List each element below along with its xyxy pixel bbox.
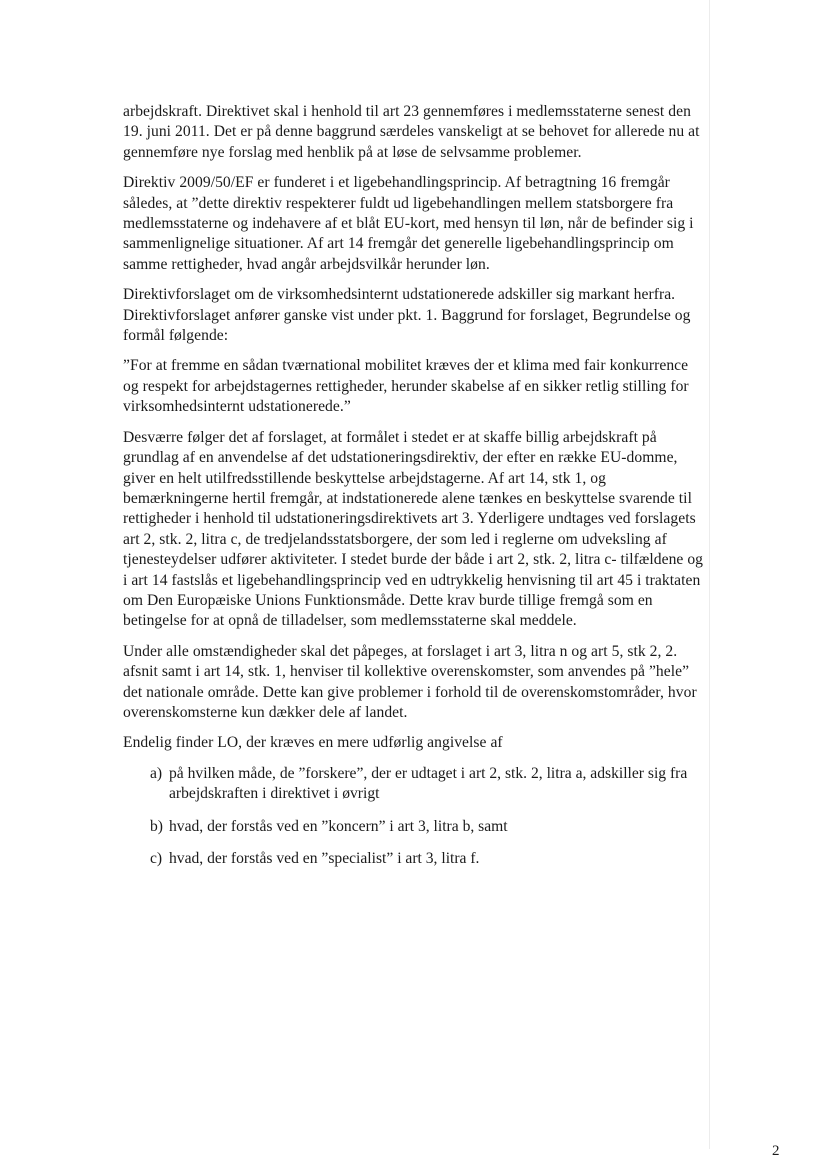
quote-paragraph: ”For at fremme en sådan tværnational mobilitet kræves der et klima med fair konkurrence og respekt for arbejdstagernes rettigheder, herunder skabelse af en sikker retlig stilling for virksomhedsinternt udstationerede.” — [123, 357, 689, 416]
list-item — [123, 817, 705, 837]
paragraph-7: Endelig finder LO, der kræves en mere udførlig angivelse af — [123, 734, 503, 752]
list-marker: a) — [150, 764, 163, 782]
paragraph-5: Desværre følger det af forslaget, at formålet i stedet er at skaffe billig arbejdskraft på grundlag af en anvendelse af det udstationeringsdirektiv, der efter en række EU-domme, giver en helt utilfredsstillende beskyttelse arbejdstagerne. Af art 14, stk 1, og bemærkningerne hertil fremgår, at indstationerede alene tænkes en beskyttelse svarende til rettigheder i henhold til udstationeringsdirektivets art 3. Yderligere undtages ved forslagets art 2, stk. 2, litra c, de tredjelandsstatsborgere, der som led i reglerne om udveksling af tjenesteydelser udfører aktiviteter. I stedet burde der både i art 2, stk. 2, litra c- tilfældene og i art 14 fastslås et ligebehandlingsprincip ved en udtrykkelig henvisning til art 45 i traktaten om Den Europæiske Unions Funktionsmåde. Dette krav burde tillige fremgå som en betingelse for at opnå de tilladelser, som medlemsstaterne skal meddele. — [123, 428, 704, 630]
paragraph-3: Direktivforslaget om de virksomhedsinternt udstationerede adskiller sig markant herfra. Direktivforslaget anfører ganske vist under pkt. 1. Baggrund for forslaget, Begrundelse og formål følgende: — [123, 286, 691, 345]
page-number: 2 — [772, 1143, 780, 1159]
list-item-text: hvad, der forstås ved en ”koncern” i art 3, litra b, samt — [169, 817, 508, 835]
paragraph-1: arbejdskraft. Direktivet skal i henhold til art 23 gennemføres i medlemsstaterne senest den 19. juni 2011. Det er på denne baggrund særdeles vanskeligt at se behovet for allerede nu at gennemføre nye forslag med henblik på at løse de selvsamme problemer. — [123, 103, 700, 161]
page-edge-divider — [709, 0, 710, 1149]
list-item-text: hvad, der forstås ved en ”specialist” i art 3, litra f. — [169, 850, 480, 867]
list-marker: c) — [150, 850, 163, 867]
paragraph-6: Under alle omstændigheder skal det påpeges, at forslaget i art 3, litra n og art 5, stk 2, 2. afsnit samt i art 14, stk. 1, henviser til kollektive overenskomster, som anvendes på ”hele” det nationale område. Dette kan give problemer i forhold til de overenskomstområder, hvor overenskomsterne kun dækker dele af landet. — [123, 642, 697, 721]
list-item — [123, 849, 705, 869]
list-item-text: på hvilken måde, de ”forskere”, der er udtaget i art 2, stk. 2, litra a, adskiller sig fra arbejdskraften i direktivet i øvrigt — [169, 764, 688, 803]
list-marker: b) — [150, 817, 163, 835]
paragraph-2: Direktiv 2009/50/EF er funderet i et ligebehandlingsprincip. Af betragtning 16 fremgår således, at ”dette direktiv respekterer fuldt ud ligebehandlingen mellem statsborgere fra medlemsstaterne og indehavere af et blåt EU-kort, med hensyn til løn, når de befinder sig i sammenlignelige situationer. Af art 14 fremgår det generelle ligebehandlingsprincip om samme rettigheder, hvad angår arbejdsvilkår herunder løn. — [123, 174, 694, 273]
document-body — [123, 102, 705, 881]
list-item — [123, 764, 705, 805]
lettered-list — [123, 764, 705, 870]
